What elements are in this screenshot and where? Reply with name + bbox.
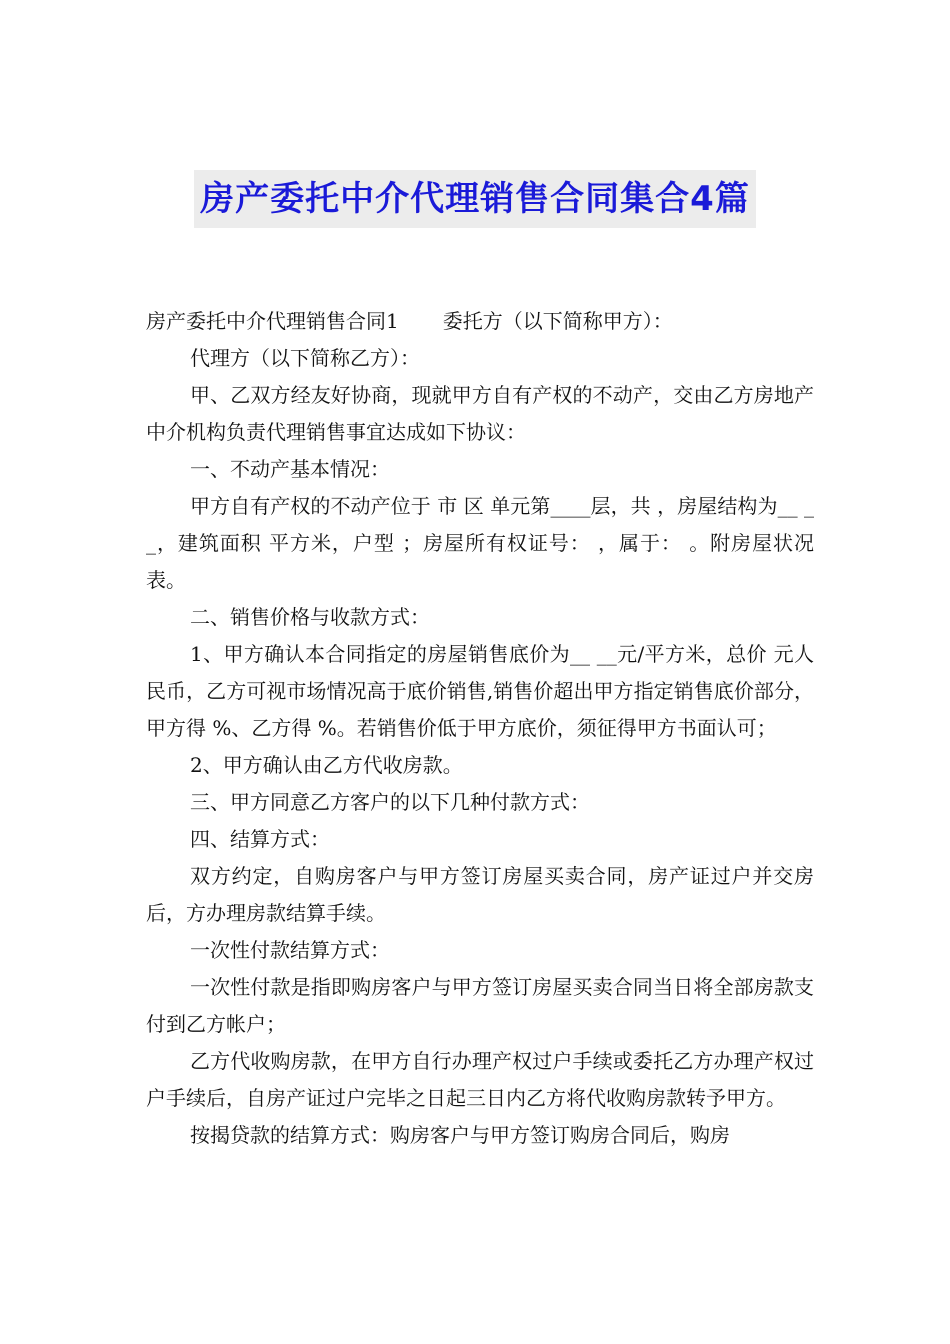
section-heading-1: 一、不动产基本情况： (190, 457, 390, 481)
paragraph-party-b: 代理方（以下简称乙方）： (190, 346, 420, 370)
document-title (0, 170, 950, 228)
paragraph-mortgage: 按揭贷款的结算方式：购房客户与甲方签订购房合同后，购房 (190, 1123, 730, 1147)
paragraph-settlement: 双方约定，自购房客户与甲方签订房屋买卖合同，房产证过户并交房后，方办理房款结算手续。 (146, 864, 814, 925)
paragraph-agreement: 甲、乙双方经友好协商，现就甲方自有产权的不动产，交由乙方房地产中介机构负责代理销售事宜达成如下协议： (146, 383, 814, 444)
section-heading-4: 四、结算方式： (190, 827, 330, 851)
paragraph-lump-sum-definition: 一次性付款是指即购房客户与甲方签订房屋买卖合同当日将全部房款支付到乙方帐户； (146, 975, 814, 1036)
document-body (146, 303, 814, 1154)
paragraph-collection: 乙方代收购房款，在甲方自行办理产权过户手续或委托乙方办理产权过户手续后，自房产证过户完毕之日起三日内乙方将代收购房款转予甲方。 (146, 1049, 814, 1110)
intro-line (146, 303, 814, 340)
paragraph-lump-sum-heading: 一次性付款结算方式： (190, 938, 390, 962)
party-a-label: 委托方（以下简称甲方）： (442, 309, 673, 333)
contract-name: 房产委托中介代理销售合同1 (146, 309, 399, 333)
paragraph-price-1: 1、甲方确认本合同指定的房屋销售底价为__ __元/平方米，总价 元人民币，乙方可视市场情况高于底价销售,销售价超出甲方指定销售底价部分，甲方得 %、乙方得 %。若销售价低于甲方底价，须征得甲方书面认可； (146, 642, 814, 740)
section-heading-2: 二、销售价格与收款方式： (190, 605, 430, 629)
paragraph-property-info: 甲方自有产权的不动产位于 市 区 单元第____层，共 ，房屋结构为__ __，建筑面积 平方米，户型 ；房屋所有权证号： ，属于： 。附房屋状况表。 (146, 494, 814, 592)
document-title-text: 房产委托中介代理销售合同集合4篇 (194, 170, 756, 228)
section-heading-3: 三、甲方同意乙方客户的以下几种付款方式： (190, 790, 590, 814)
paragraph-price-2: 2、甲方确认由乙方代收房款。 (190, 753, 463, 777)
